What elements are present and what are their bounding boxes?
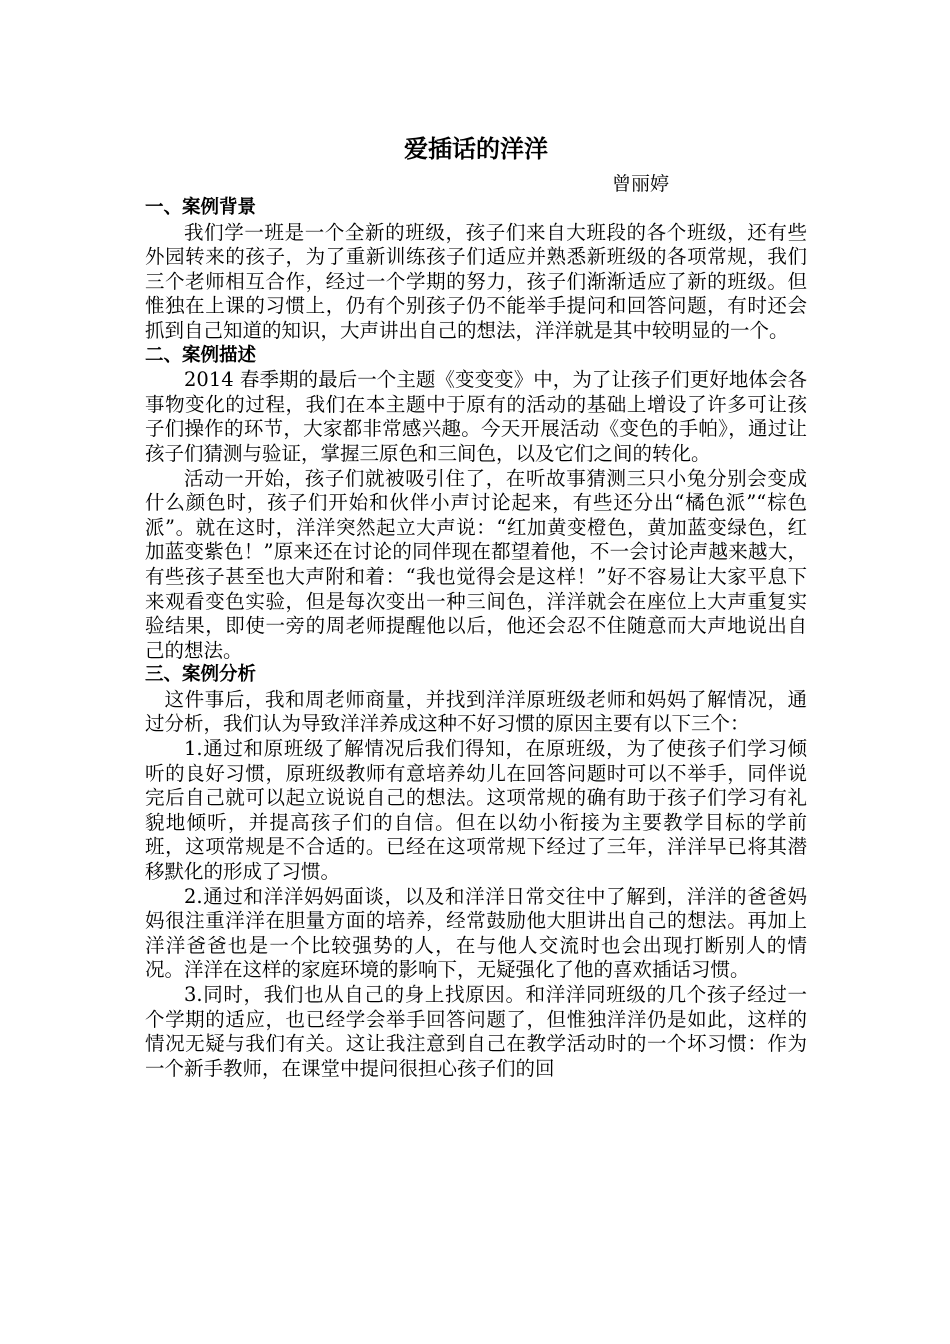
paragraph: 我们学一班是一个全新的班级，孩子们来自大班段的各个班级，还有些外园转来的孩子，为了重新训练孩子们适应并熟悉新班级的各项常规，我们三个老师相互合作，经过一个学期的努力，孩子们渐渐适应了新的班级。但惟独在上课的习惯上，仍有个别孩子仍不能举手提问和回答问题，有时还会抓到自己知道的知识，大声讲出自己的想法，洋洋就是其中较明显的一个。	[145, 220, 807, 342]
section-heading-description: 二、案例描述	[145, 344, 257, 366]
paragraph: 2.通过和洋洋妈妈面谈，以及和洋洋日常交往中了解到，洋洋的爸爸妈妈很注重洋洋在胆量方面的培养，经常鼓励他大胆讲出自己的想法。再加上洋洋爸爸也是一个比较强势的人，在与他人交流时也会出现打断别人的情况。洋洋在这样的家庭环境的影响下，无疑强化了他的喜欢插话习惯。	[145, 884, 807, 982]
paragraph: 1.通过和原班级了解情况后我们得知，在原班级，为了使孩子们学习倾听的良好习惯，原班级教师有意培养幼儿在回答问题时可以不举手，同伴说完后自己就可以起立说说自己的想法。这项常规的确有助于孩子们学习有礼貌地倾听，并提高孩子们的自信。但在以幼小衔接为主要教学目标的学前班，这项常规是不合适的。已经在这项常规下经过了三年，洋洋早已将其潜移默化的形成了习惯。	[145, 737, 807, 884]
paragraph: 活动一开始，孩子们就被吸引住了，在听故事猜测三只小兔分别会变成什么颜色时，孩子们开始和伙伴小声讨论起来，有些还分出“橘色派”“棕色派”。就在这时，洋洋突然起立大声说：“红加黄变橙色，黄加蓝变绿色，红加蓝变紫色！”原来还在讨论的同伴现在都望着他，不一会讨论声越来越大，有些孩子甚至也大声附和着：“我也觉得会是这样！”好不容易让大家平息下来观看变色实验，但是每次变出一种三间色，洋洋就会在座位上大声重复实验结果，即使一旁的周老师提醒他以后，他还会忍不住随意而大声地说出自己的想法。	[145, 466, 807, 662]
document-title: 爱插话的洋洋	[404, 135, 548, 163]
document-page	[145, 132, 807, 1081]
section-heading-background: 一、案例背景	[145, 197, 257, 218]
paragraph: 这件事后，我和周老师商量，并找到洋洋原班级老师和妈妈了解情况，通过分析，我们认为导致洋洋养成这种不好习惯的原因主要有以下三个：	[145, 687, 807, 736]
section-heading-analysis: 三、案例分析	[145, 664, 257, 686]
paragraph: 3.同时，我们也从自己的身上找原因。和洋洋同班级的几个孩子经过一个学期的适应，也已经学会举手回答问题了，但惟独洋洋仍是如此，这样的情况无疑与我们有关。这让我注意到自己在教学活动时的一个坏习惯：作为一个新手教师，在课堂中提问很担心孩子们的回	[145, 983, 807, 1080]
author-name: 曾丽婷	[611, 173, 669, 195]
paragraph: 2014 春季期的最后一个主题《变变变》中，为了让孩子们更好地体会各事物变化的过程，我们在本主题中于原有的活动的基础上增设了许多可让孩子们操作的环节，大家都非常感兴趣。今天开展活动《变色的手帕》，通过让孩子们猜测与验证，掌握三原色和三间色，以及它们之间的转化。	[145, 368, 807, 465]
